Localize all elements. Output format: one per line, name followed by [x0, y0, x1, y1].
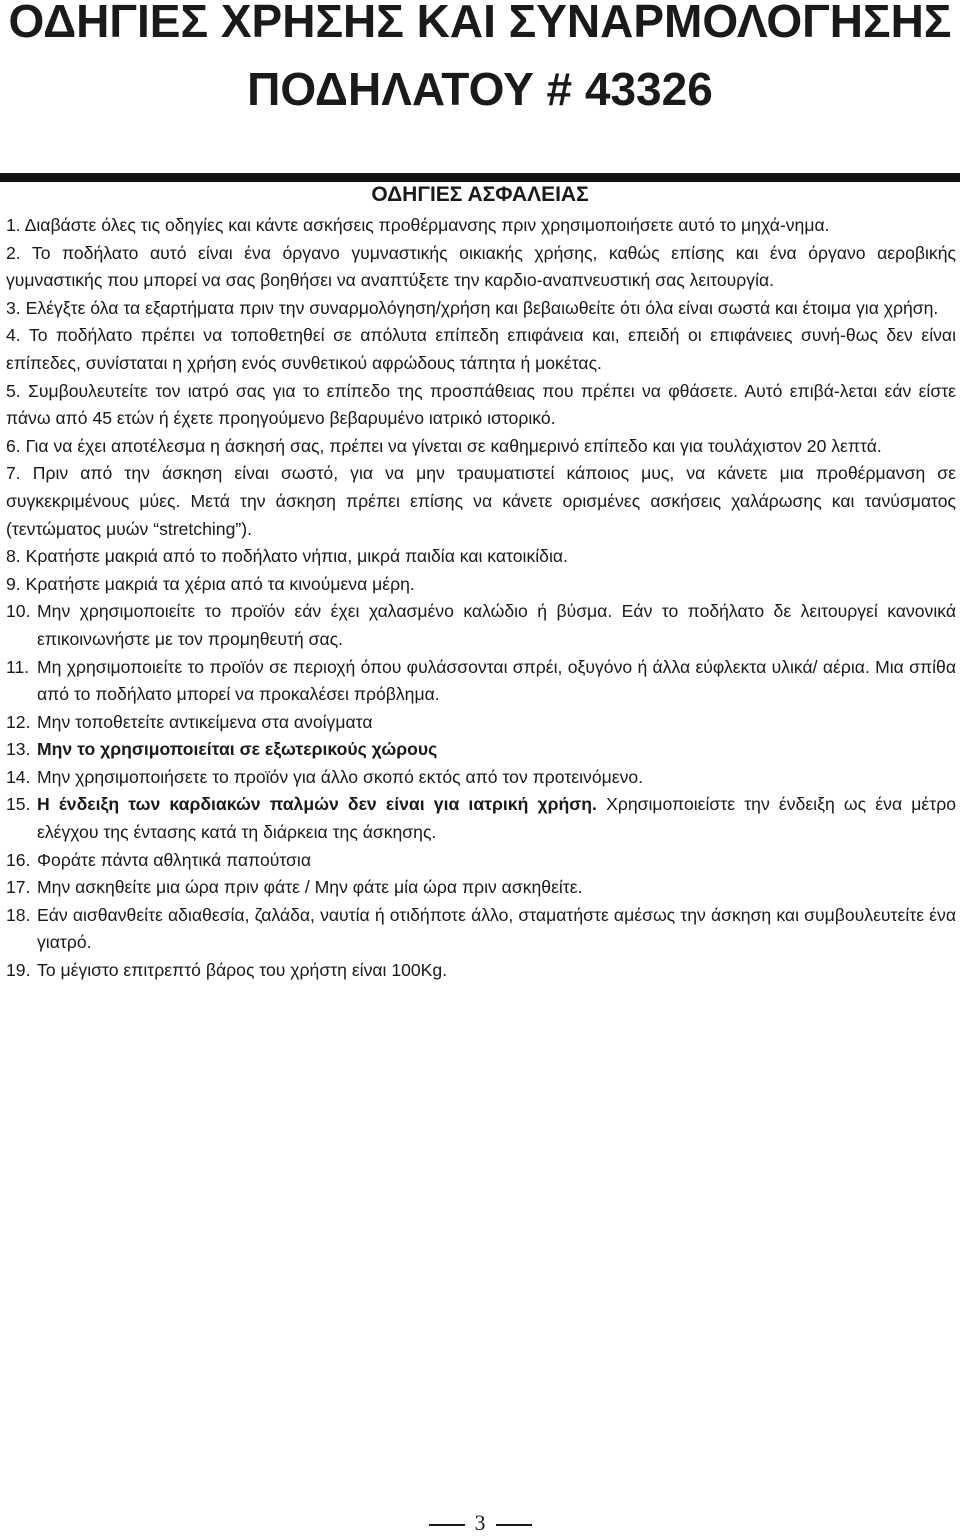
- list-item-number: 10.: [6, 601, 31, 622]
- document-title-line-2: ΠΟΔΗΛΑΤΟΥ # 43326: [247, 63, 713, 115]
- list-item: [6, 957, 956, 985]
- list-item: [6, 874, 956, 902]
- list-item: [6, 295, 956, 323]
- list-item: [6, 847, 956, 875]
- page-number: 3: [474, 1510, 486, 1535]
- list-item-number: 14.: [6, 766, 31, 787]
- list-item-text: Κρατήστε μακριά από το ποδήλατο νήπια, μικρά παιδία και κατοικίδια.: [25, 546, 568, 567]
- list-item-text: Κρατήστε μακριά τα χέρια από τα κινούμενα μέρη.: [25, 573, 415, 594]
- list-item-text: Το ποδήλατο πρέπει να τοποθετηθεί σε απόλυτα επίπεδη επιφάνεια και, επειδή οι επιφάνειες συνή-θως δεν είναι επίπεδες, συνίσταται η χρήση ενός συνθετικού αφρώδους τάπητα ή μοκέτας.: [6, 325, 956, 373]
- list-item-number: 9.: [6, 573, 21, 594]
- list-item-number: 8.: [6, 546, 21, 567]
- section-divider-bar: [0, 173, 960, 182]
- list-item-number: 7.: [6, 463, 21, 484]
- list-item-text: Το ποδήλατο αυτό είναι ένα όργανο γυμναστικής οικιακής χρήσης, καθώς επίσης και ένα όργανο αεροβικής γυμναστικής που μπορεί να σας βοηθήσει να αναπτύξετε την καρδιο-αναπνευστική σας λειτουργία.: [6, 242, 956, 291]
- list-item: [6, 543, 956, 571]
- footer-dash-left: [429, 1524, 465, 1526]
- list-item: [6, 598, 956, 653]
- list-item-number: 11.: [6, 656, 30, 677]
- list-item-text: Μην χρησιμοποιήσετε το προϊόν για άλλο σκοπό εκτός από τον προτεινόμενο.: [37, 766, 644, 787]
- list-item-text: Ελέγξτε όλα τα εξαρτήματα πριν την συναρμολόγηση/χρήση και βεβαιωθείτε ότι όλα είναι σωστά και έτοιμα για χρήση.: [25, 297, 939, 318]
- list-item-number: 4.: [6, 325, 21, 346]
- list-item-text: Μην τοποθετείτε αντικείμενα στα ανοίγματα: [37, 711, 373, 732]
- list-item-text: Εάν αισθανθείτε αδιαθεσία, ζαλάδα, ναυτία ή οτιδήποτε άλλο, σταματήστε αμέσως την άσκηση και συμβουλευτείτε ένα γιατρό.: [37, 904, 956, 953]
- safety-instructions-list: [6, 212, 956, 985]
- list-item: [6, 736, 956, 764]
- list-item-number: 16.: [6, 849, 31, 870]
- list-item-text: Μην ασκηθείτε μια ώρα πριν φάτε / Μην φάτε μία ώρα πριν ασκηθείτε.: [37, 877, 583, 898]
- list-item-number: 17.: [6, 877, 31, 898]
- list-item-number: 1.: [6, 215, 21, 235]
- list-item: [6, 571, 956, 599]
- list-item-emphasis: Η ένδειξη των καρδιακών παλμών δεν είναι για ιατρική χρήση.: [37, 794, 597, 815]
- document-title-line-1: ΟΔΗΓΙΕΣ ΧΡΗΣΗΣ ΚΑΙ ΣΥΝΑΡΜΟΛΟΓΗΣΗΣ: [8, 0, 952, 47]
- list-item: [6, 378, 956, 433]
- list-item: [6, 433, 956, 461]
- list-item: [6, 322, 956, 377]
- list-item-number: 13.: [6, 739, 31, 760]
- list-item-number: 18.: [6, 904, 31, 925]
- list-item: [6, 709, 956, 737]
- list-item-emphasis: Μην το χρησιμοποιείται σε εξωτερικούς χώρους: [37, 739, 438, 760]
- list-item: [6, 460, 956, 543]
- list-item: [6, 902, 956, 957]
- section-heading: ΟΔΗΓΙΕΣ ΑΣΦΑΛΕΙΑΣ: [371, 183, 589, 206]
- list-item: [6, 654, 956, 709]
- list-item-number: 15.: [6, 794, 31, 815]
- list-item-text: Χρησιμοποιείστε την ένδειξη ως ένα μέτρο ελέγχου της έντασης κατά τη διάρκεια της άσκησης.: [37, 794, 956, 843]
- list-item-text: Φοράτε πάντα αθλητικά παπούτσια: [37, 849, 311, 870]
- list-item-number: 2.: [6, 242, 21, 263]
- list-item-text: Το μέγιστο επιτρεπτό βάρος του χρήστη είναι 100Kg.: [37, 960, 448, 981]
- list-item: [6, 764, 956, 792]
- list-item-number: 12.: [6, 711, 31, 732]
- list-item-text: Συμβουλευτείτε τον ιατρό σας για το επίπεδο της προσπάθειας που πρέπει να φθάσετε. Αυτό επιβά-λεται εάν είστε πάνω από 45 ετών ή έχετε προηγούμενο βεβαρυμένο ιατρικό ιστορικό.: [6, 380, 956, 429]
- list-item: [6, 240, 956, 295]
- page-footer: [0, 1510, 960, 1536]
- list-item-text: Διαβάστε όλες τις οδηγίες και κάντε ασκήσεις προθέρμανσης πριν χρησιμοποιήσετε αυτό το μηχά-νημα.: [24, 215, 830, 235]
- list-item: [6, 212, 956, 240]
- list-item-number: 6.: [6, 435, 21, 456]
- list-item-number: 3.: [6, 297, 21, 318]
- list-item-text: Για να έχει αποτέλεσμα η άσκησή σας, πρέπει να γίνεται σε καθημερινό επίπεδο και για τουλάχιστον 20 λεπτά.: [25, 435, 882, 456]
- list-item-text: Μη χρησιμοποιείτε το προϊόν σε περιοχή όπου φυλάσσονται σπρέι, οξυγόνο ή άλλα εύφλεκτα υλικά/ αέρια. Μια σπίθα από το ποδήλατο μπορεί να προκαλέσει πρόβλημα.: [37, 656, 956, 705]
- list-item: [6, 791, 956, 846]
- footer-dash-right: [496, 1524, 532, 1526]
- list-item-number: 5.: [6, 380, 21, 401]
- list-item-text: Μην χρησιμοποιείτε το προϊόν εάν έχει χαλασμένο καλώδιο ή βύσμα. Εάν το ποδήλατο δε λειτουργεί κανονικά επικοινωνήστε με τον προμηθευτή σας.: [37, 601, 956, 649]
- list-item-text: Πριν από την άσκηση είναι σωστό, για να μην τραυματιστεί κάποιος μυς, να κάνετε μια προθέρμανση σε συγκεκριμένους μύες. Μετά την άσκηση πρέπει επίσης να κάνετε ορισμένες ασκήσεις χαλάρωσης και τανύσματος (τεντώματος μυών “stretching”).: [6, 463, 956, 539]
- list-item-number: 19.: [6, 960, 31, 981]
